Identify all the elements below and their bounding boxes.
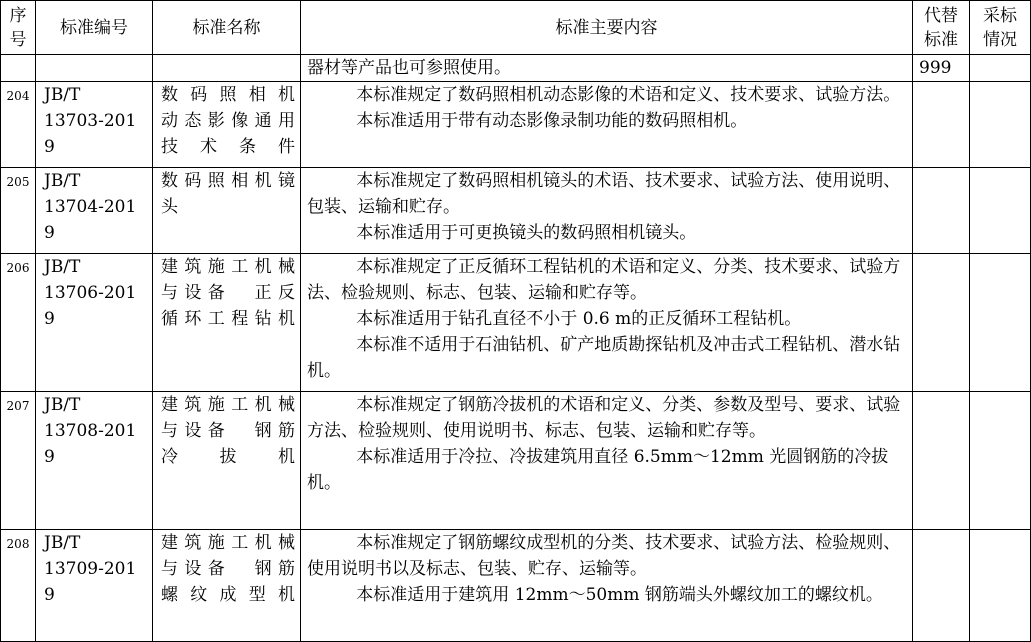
row-seq: 204 bbox=[1, 82, 36, 168]
header-seq: 序号 bbox=[1, 1, 36, 55]
row-content-applicability: 本标准适用于建筑用 12mm～50mm 钢筋端头外螺纹加工的螺纹机。 bbox=[356, 585, 883, 605]
header-adopts: 采标情况 bbox=[970, 1, 1031, 55]
row-content-applicability: 本标准适用于可更换镜头的数码照相机镜头。 bbox=[356, 223, 697, 243]
table-row bbox=[1, 168, 1031, 254]
row-content-applicability: 本标准适用于带有动态影像录制功能的数码照相机。 bbox=[356, 111, 748, 131]
continuation-content: 器材等产品也可参照使用。 bbox=[301, 55, 913, 82]
row-adopts bbox=[970, 168, 1031, 254]
table-header-row bbox=[1, 1, 1031, 55]
row-content-scope: 本标准规定了钢筋螺纹成型机的分类、技术要求、试验方法、检验规则、使用说明书以及标志、包装、贮存、运输等。 bbox=[307, 533, 901, 579]
row-code: JB/T 13709-201 9 bbox=[36, 530, 153, 642]
table-row bbox=[1, 82, 1031, 168]
row-content bbox=[301, 530, 913, 642]
row-content-scope: 本标准规定了钢筋冷拔机的术语和定义、分类、参数及型号、要求、试验方法、检验规则、使用说明书、标志、包装、运输和贮存等。 bbox=[307, 395, 901, 441]
row-name: 建筑施工机械 与设备 正反 循环工程钻机 bbox=[153, 254, 301, 392]
header-content: 标准主要内容 bbox=[301, 1, 913, 55]
row-content-applicability: 本标准适用于钻孔直径不小于 0.6 m的正反循环工程钻机。 bbox=[356, 309, 802, 329]
continuation-seq-cell bbox=[1, 55, 36, 82]
row-name: 数码照相机 动态影像通用 技术条件 bbox=[153, 82, 301, 168]
continuation-name-cell bbox=[153, 55, 301, 82]
row-seq: 208 bbox=[1, 530, 36, 642]
continuation-adopts-cell bbox=[970, 55, 1031, 82]
table-row bbox=[1, 530, 1031, 642]
row-content bbox=[301, 82, 913, 168]
row-content bbox=[301, 254, 913, 392]
header-name: 标准名称 bbox=[153, 1, 301, 55]
row-seq: 206 bbox=[1, 254, 36, 392]
continuation-replaces: 999 bbox=[913, 55, 970, 82]
row-adopts bbox=[970, 530, 1031, 642]
row-content-scope: 本标准规定了数码照相机镜头的术语、技术要求、试验方法、使用说明、包装、运输和贮存。 bbox=[307, 171, 901, 217]
row-replaces bbox=[913, 392, 970, 530]
header-replaces: 代替标准 bbox=[913, 1, 970, 55]
row-content bbox=[301, 168, 913, 254]
row-seq: 205 bbox=[1, 168, 36, 254]
row-content-exclusion: 本标准不适用于石油钻机、矿产地质勘探钻机及冲击式工程钻机、潜水钻机。 bbox=[307, 335, 901, 381]
row-replaces bbox=[913, 254, 970, 392]
row-code: JB/T 13703-201 9 bbox=[36, 82, 153, 168]
row-content-applicability: 本标准适用于冷拉、冷拔建筑用直径 6.5mm～12mm 光圆钢筋的冷拔机。 bbox=[307, 447, 889, 493]
row-content-scope: 本标准规定了数码照相机动态影像的术语和定义、技术要求、试验方法。 bbox=[356, 85, 901, 105]
row-replaces bbox=[913, 168, 970, 254]
row-content bbox=[301, 392, 913, 530]
row-code: JB/T 13706-201 9 bbox=[36, 254, 153, 392]
continuation-row bbox=[1, 55, 1031, 82]
header-code: 标准编号 bbox=[36, 1, 153, 55]
row-adopts bbox=[970, 254, 1031, 392]
row-code: JB/T 13704-201 9 bbox=[36, 168, 153, 254]
row-name: 建筑施工机械 与设备 钢筋 冷拔机 bbox=[153, 392, 301, 530]
row-adopts bbox=[970, 82, 1031, 168]
row-code: JB/T 13708-201 9 bbox=[36, 392, 153, 530]
row-name: 数码照相机镜 头 bbox=[153, 168, 301, 254]
row-adopts bbox=[970, 392, 1031, 530]
row-name: 建筑施工机械 与设备 钢筋 螺纹成型机 bbox=[153, 530, 301, 642]
table-row bbox=[1, 392, 1031, 530]
continuation-code-cell bbox=[36, 55, 153, 82]
row-content-scope: 本标准规定了正反循环工程钻机的术语和定义、分类、技术要求、试验方法、检验规则、标志、包装、运输和贮存等。 bbox=[307, 257, 901, 303]
row-seq: 207 bbox=[1, 392, 36, 530]
table-row bbox=[1, 254, 1031, 392]
row-replaces bbox=[913, 530, 970, 642]
row-replaces bbox=[913, 82, 970, 168]
